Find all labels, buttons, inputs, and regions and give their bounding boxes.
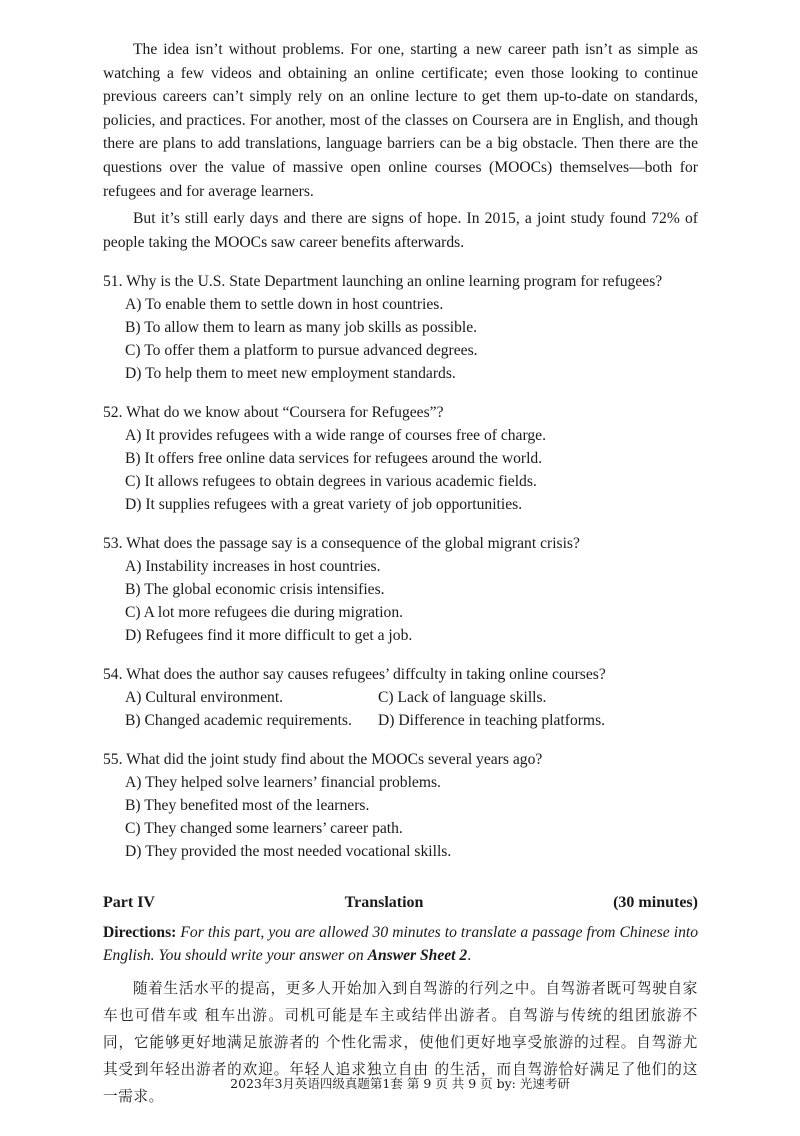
question-stem: 54. What does the author say causes refugees’ diffculty in taking online courses? [103,666,606,684]
option-d: D) It supplies refugees with a great variety of job opportunities. [125,496,523,514]
question-52 [103,401,698,516]
page-footer: 2023年3月英语四级真题第1套 第 9 页 共 9 页 by: 光速考研 [230,1076,570,1091]
option-c: C) They changed some learners’ career path. [125,820,403,838]
directions-end: . [467,947,472,965]
option-a: A) Cultural environment. [125,689,284,707]
option-b: B) It offers free online data services for refugees around the world. [125,450,543,468]
question-51 [103,270,698,385]
part-heading [103,891,698,915]
exam-page [103,38,698,1110]
option-b: B) They benefited most of the learners. [125,797,370,815]
option-b: B) The global economic crisis intensifies. [125,581,385,599]
option-c: C) It allows refugees to obtain degrees in various academic fields. [125,473,537,491]
option-b: B) Changed academic requirements. [125,712,352,730]
directions-text: For this part, you are allowed 30 minutes to translate a passage from Chinese into English. You should write your answer on [103,924,698,965]
option-c: C) To offer them a platform to pursue advanced degrees. [125,342,478,360]
option-a: A) They helped solve learners’ financial problems. [125,774,441,792]
part-label: Part IV [103,894,155,912]
option-d: D) They provided the most needed vocational skills. [125,843,452,861]
question-53 [103,532,698,647]
question-stem: 53. What does the passage say is a consequence of the global migrant crisis? [103,535,580,553]
directions [103,921,698,967]
option-b: B) To allow them to learn as many job skills as possible. [125,319,478,337]
option-c: C) Lack of language skills. [378,689,547,707]
option-a: A) To enable them to settle down in host countries. [125,296,444,314]
passage-paragraph: The idea isn’t without problems. For one, starting a new career path isn’t as simple as watching a few videos and obtaining an online certificate; even those looking to continue previous careers can’t simply rely on an online lecture to get them up-to-date on standards, policies, and practices. For another, most of the classes on Coursera are in English, and though there are plans to add translations, language barriers can be a big obstacle. Then there are the questions over the value of massive open online courses (MOOCs) themselves—both for refugees and for average learners. [103,41,698,200]
question-stem: 52. What do we know about “Coursera for Refugees”? [103,404,444,422]
option-d: D) Difference in teaching platforms. [378,712,606,730]
option-a: A) Instability increases in host countries. [125,558,381,576]
question-55 [103,748,698,863]
answer-sheet: Answer Sheet 2 [367,947,468,965]
part-time: (30 minutes) [613,894,698,912]
question-54 [103,663,698,732]
passage-paragraph: But it’s still early days and there are signs of hope. In 2015, a joint study found 72% of people taking the MOOCs saw career benefits afterwards. [103,210,698,251]
chinese-passage: 随着生活水平的提高，更多人开始加入到自驾游的行列之中。自驾游者既可驾驶自家车也可借车或 租车出游。司机可能是车主或结伴出游者。自驾游与传统的组团旅游不同，它能够更好地满足旅游者的 个性化需求，使他们更好地享受旅游的过程。自驾游尤其受到年轻出游者的欢迎。年轻人追求独立自由 的生活，而自驾游恰好满足了他们的这一需求。 [103,980,698,1106]
question-stem: 51. Why is the U.S. State Department launching an online learning program for refugees? [103,273,663,291]
option-d: D) To help them to meet new employment standards. [125,365,456,383]
option-c: C) A lot more refugees die during migration. [125,604,404,622]
question-stem: 55. What did the joint study find about the MOOCs several years ago? [103,751,543,769]
option-a: A) It provides refugees with a wide range of courses free of charge. [125,427,547,445]
directions-label: Directions: [103,924,177,942]
option-d: D) Refugees find it more difficult to get a job. [125,627,413,645]
part-title: Translation [344,894,424,912]
